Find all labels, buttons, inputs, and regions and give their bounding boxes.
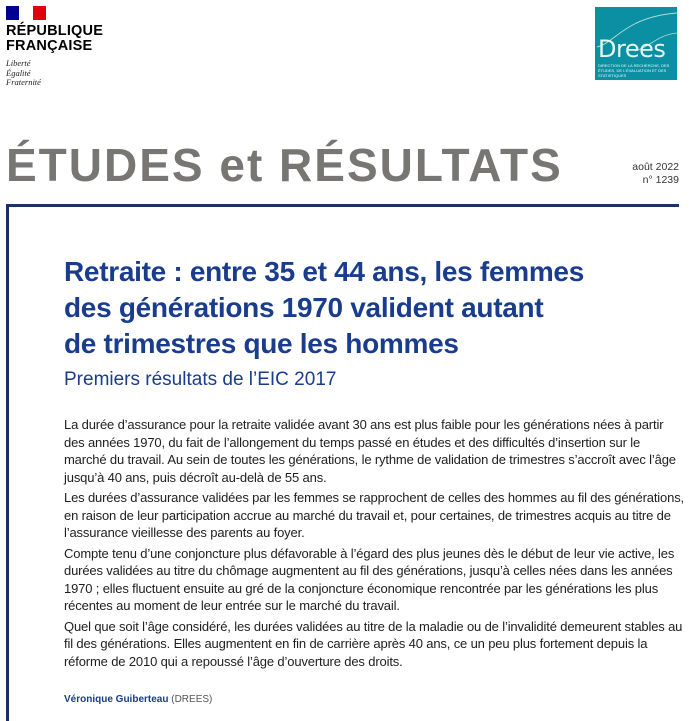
series-title: ÉTUDES et RÉSULTATS	[6, 139, 563, 191]
article-title	[64, 254, 674, 362]
frame-left-rule	[6, 204, 9, 721]
motto-fraternite: Fraternité	[6, 77, 41, 87]
issue-info	[632, 161, 679, 187]
author-org: (DREES)	[171, 694, 213, 705]
drees-tagline: DIRECTION DE LA RECHERCHE, DES ÉTUDES, DE L'ÉVALUATION ET DES STATISTIQUES	[598, 63, 670, 78]
author-name: Véronique Guiberteau	[64, 694, 169, 705]
abstract-paragraph-1: La durée d’assurance pour la retraite validée avant 30 ans est plus faible pour les générations nées à partir des années 1970, du fait de l’allongement du temps passé en études et des difficultés d’insertion sur le marché du travail. Au sein de toutes les générations, le rythme de validation de trimestres s’accroît avec l’âge jusqu’à 40 ans, puis décroît au-delà de 55 ans.	[64, 417, 676, 485]
drees-name: Drees	[598, 35, 666, 63]
drees-logo	[595, 7, 677, 80]
abstract-paragraph-4: Quel que soit l’âge considéré, les durées validées au titre de la maladie ou de l’invalidité demeurent stables au fil des générations. Elles augmentent en fin de carrière après 40 ans, ce un peu plus fortement depuis la réforme de 2010 qui a repoussé l’âge d’ouverture des droits.	[64, 618, 683, 669]
flag-blue	[6, 6, 19, 20]
title-line-2: des générations 1970 valident autant	[64, 292, 544, 323]
motto-egalite: Égalité	[6, 67, 31, 78]
title-line-1: Retraite : entre 35 et 44 ans, les femmes	[64, 256, 584, 287]
author	[64, 694, 212, 705]
republique-line1: RÉPUBLIQUE	[6, 23, 104, 39]
article-subtitle: Premiers résultats de l’EIC 2017	[64, 369, 337, 390]
flag-red	[33, 6, 46, 20]
title-line-3: de trimestres que les hommes	[64, 328, 459, 359]
republique-motto	[6, 59, 103, 88]
abstract-paragraph-2: Les durées d’assurance validées par les femmes se rapprochent de celles des hommes au fil des générations, en raison de leur participation accrue au marché du travail et, pour certaines, de trimestres acquis au titre de l’assurance vieillesse des parents au foyer.	[64, 490, 685, 540]
french-flag-icon	[6, 6, 46, 20]
flag-white	[19, 6, 32, 20]
abstract-paragraph-3: Compte tenu d’une conjoncture plus défavorable à l’égard des plus jeunes dès le début de leur vie active, les durées validées au titre du chômage augmentent au fil des générations, jusqu’à celles nées dans les années 1970 ; elles fluctuent ensuite au gré de la conjoncture économique rencontrée par les générations les plus récentes au moment de leur entrée sur le marché du travail.	[64, 545, 675, 613]
motto-liberte: Liberté	[6, 58, 31, 68]
issue-date: août 2022	[632, 161, 679, 173]
frame-top-rule	[6, 204, 679, 207]
abstract	[64, 416, 684, 673]
issue-number: n° 1239	[642, 174, 679, 186]
republique-line2: FRANÇAISE	[6, 38, 93, 54]
republique-francaise-logo	[6, 6, 103, 88]
republique-name	[6, 24, 103, 54]
